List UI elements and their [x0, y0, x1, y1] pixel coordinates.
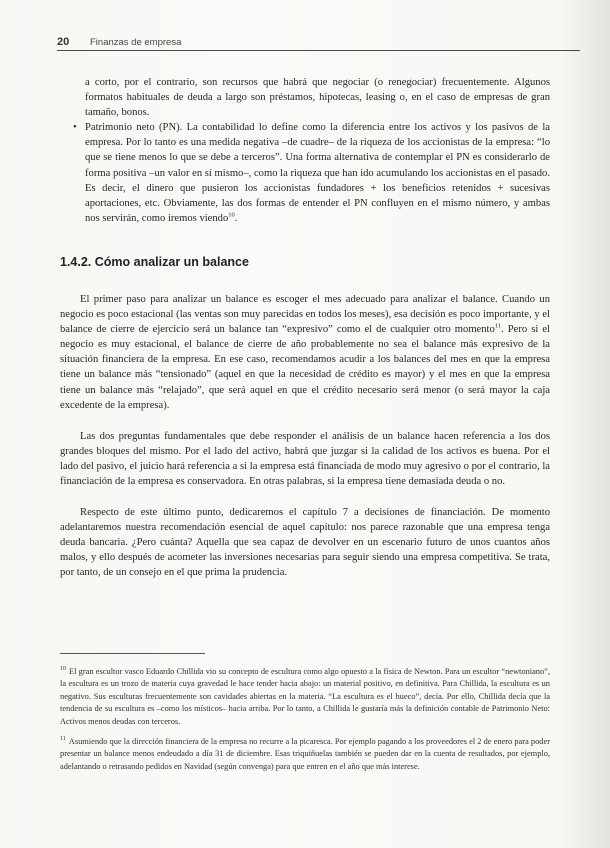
bullet-item-patrimonio-neto — [60, 120, 550, 226]
section-heading: 1.4.2. Cómo analizar un balance — [60, 254, 249, 269]
footnote-number: 11 — [60, 736, 66, 743]
footnote-11 — [60, 736, 550, 773]
paragraph-preguntas-fundamentales — [60, 429, 550, 489]
paragraph-text: Respecto de este último punto, dedicaremos el capítulo 7 a decisiones de financiación. De momento adelantaremos nuestra recomendación esencial de aquel capítulo: nos parece razonable que una empresa tenga deuda bancaria. ¿Pero cuánta? Aquella que sea capaz de devolver en un escenario futuro de unos cuantos años malos, y ello después de acometer las inversiones necesarias para seguir siendo una empresa competitiva. Se trata, por tanto, de un consejo en el que prima la prudencia. — [60, 507, 550, 579]
footnote-text: El gran escultor vasco Eduardo Chillida vio su concepto de escultura como algo opuesto a la física de Newton. Para un escultor “newtoniano”, la escultura es un trozo de materia cuya gravedad le hace tender hacia abajo: un material positivo, en definitiva. Para Chillida, la escultura es un negativo. Sus esculturas frecuentemente son cavidades abiertas en la materia. “La escultura es el hueco”, decía. Por ello, Chillida decía que la tendencia de su escultura es –como los místicos– hacia arriba. Por lo tanto, a Chillida le gustaría más la definición contable de Patrimonio Neto: Activos menos deudas con terceros. — [60, 667, 550, 726]
footnote-number: 10 — [60, 666, 66, 673]
paragraph-text-continued: . Pero si el negocio es muy estacional, el balance de cierre de año probablemente no sea el balance más expresivo de la situación financiera de la empresa. En ese caso, recomendamos acudir a los balances del mes en que la empresa tiene un balance más “tensionado” (aquel en que la necesidad de crédito es mayor) y el mes en que la empresa tiene un balance más “relajado”, que será aquel en que el crédito necesario será menor (o será mayor la caja excedente de la empresa). — [60, 324, 550, 411]
paragraph-text: Las dos preguntas fundamentales que debe responder el análisis de un balance hacen referencia a los dos grandes bloques del mismo. Por el lado del activo, habrá que juzgar si la calidad de los activos es buena. Por el lado del pasivo, el juicio hará referencia a si la empresa está financiada de modo muy agresivo o por el contrario, la financiación de la empresa es conservadora. En otras palabras, si la empresa tiene demasiada deuda o no. — [60, 430, 550, 487]
paragraph-prudencia — [60, 505, 550, 580]
bullet-text: Patrimonio neto (PN). La contabilidad lo define como la diferencia entre los activos y los pasivos de la empresa. Por lo tanto es una medida negativa –de cuadre– de la riqueza de los accionistas de la empresa: “lo que se tiene menos lo que se debe a terceros”. Una forma alternativa de contemplar el PN es considerarlo de forma positiva –un valor en sí mismo–, como la riqueza que han ido acumulando los accionistas en el pasado. Es decir, el dinero que pusieron los accionistas fundadores + los beneficios retenidos + sucesivas aportaciones, etc. Obviamente, las dos formas de entender el PN confluyen en el mismo número, y ambas nos servirán, como iremos viendo — [85, 122, 550, 224]
footnote-ref-11: 11 — [494, 322, 502, 330]
footnote-ref-10: 10 — [228, 211, 235, 219]
footnote-divider — [60, 653, 205, 654]
running-head: Finanzas de empresa — [90, 37, 182, 48]
page-header — [57, 36, 580, 51]
footnote-10 — [60, 666, 550, 728]
bullet-end: . — [234, 212, 238, 224]
page-number: 20 — [57, 36, 70, 48]
paragraph-text: El primer paso para analizar un balance es escoger el mes adecuado para analizar el balance. Cuando un negocio es poco estacional (las ventas son muy parecidas en todos los meses), esa decisión es poco importante, y el balance de cierre de ejercicio será un balance tan “expresivo” como el de cualquier otro momento — [60, 293, 550, 336]
bullet-marker: • — [73, 122, 77, 134]
continued-paragraph: a corto, por el contrario, son recursos que habrá que negociar (o renegociar) frecuentemente. Algunos formatos habituales de deuda a largo son préstamos, hipotecas, leasing o, en el caso de empresas de gran tamaño, bonos. — [85, 77, 550, 119]
main-text — [60, 75, 550, 597]
footnote-text: Asumiendo que la dirección financiera de la empresa no recurre a la picaresca. Por ejemplo pagando a los proveedores el 2 de enero para poder presentar un balance menos endeudado a día 31 de diciembre. Esas triquiñuelas también se pueden dar en la cuenta de resultados, por ejemplo, adelantando o retrasando pedidos en Navidad (según convenga) para que entren en el año que más interese. — [60, 737, 550, 771]
paragraph-mes-adecuado — [60, 292, 550, 413]
footnotes — [60, 666, 550, 781]
